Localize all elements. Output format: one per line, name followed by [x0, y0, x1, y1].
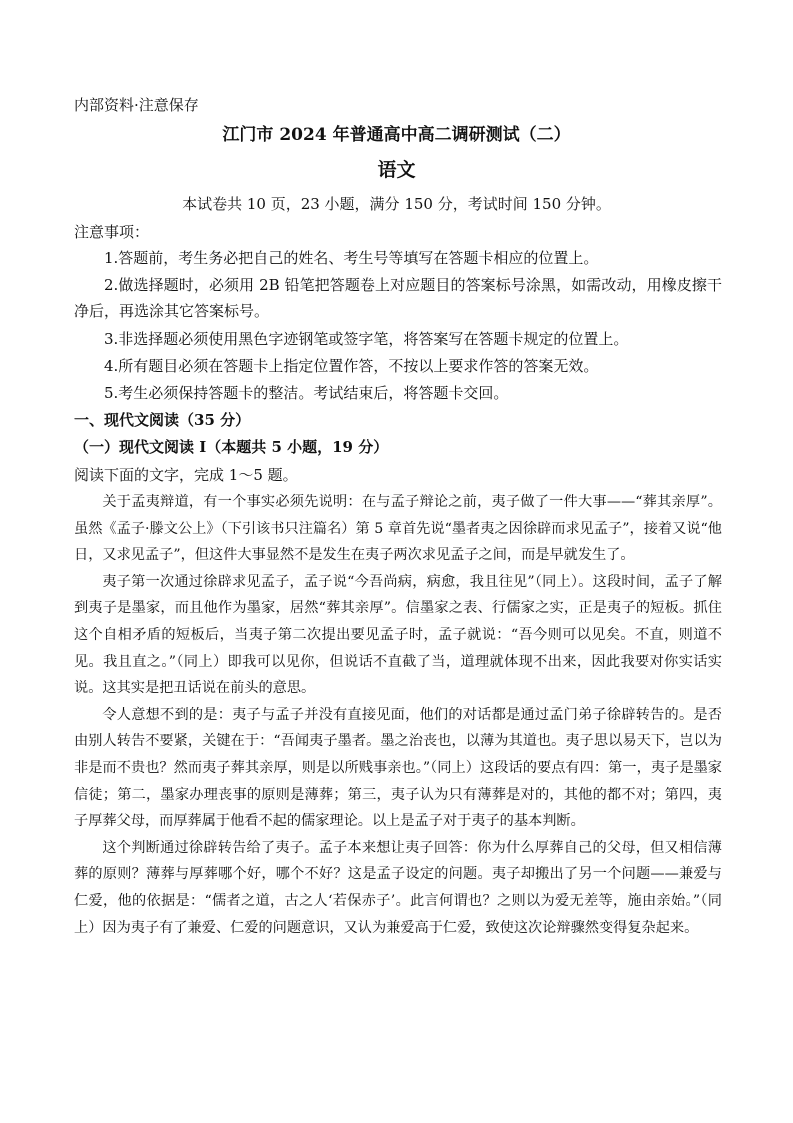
notice-item: 5.考生必须保持答题卡的整洁。考试结束后，将答题卡交回。 — [104, 384, 509, 402]
passage-paragraph: 夷子第一次通过徐辟求见孟子，孟子说“今吾尚病，病愈，我且往见”（同上）。这段时间，孟子了解到夷子是墨家，而且他作为墨家，居然“葬其亲厚”。信墨家之表、行儒家之实，正是夷子的短板。抓住这个自相矛盾的短板后，当夷子第二次提出要见孟子时，孟子就说：“吾今则可以见矣。不直，则道不见。我且直之。”（同上）即我可以见你，但说话不直截了当，道理就体现不出来，因此我要对你实话实说。这其实是把丑话说在前头的意思。 — [74, 573, 722, 697]
notice-heading: 注意事项： — [74, 223, 150, 241]
notice-item: 3.非选择题必须使用黑色字迹钢笔或签字笔，将答案写在答题卡规定的位置上。 — [104, 330, 629, 348]
passage-paragraph: 令人意想不到的是：夷子与孟子并没有直接见面，他们的对话都是通过孟门弟子徐辟转告的。是否由别人转告不要紧，关键在于：“吾闻夷子墨者。墨之治丧也，以薄为其道也。夷子思以易天下，岂以为非是而不贵也？然而夷子葬其亲厚，则是以所贱事亲也。”（同上）这段话的要点有四：第一，夷子是墨家信徒；第二，墨家办理丧事的原则是薄葬；第三，夷子认为只有薄葬是对的，其他的都不对；第四，夷子厚葬父母，而厚葬属于他看不起的儒家理论。以上是孟子对于夷子的基本判断。 — [74, 706, 722, 830]
confidential-label: 内部资料·注意保存 — [74, 96, 199, 114]
reading-instruction: 阅读下面的文字，完成 1～5 题。 — [74, 466, 298, 484]
notice-item: 1.答题前，考生务必把自己的姓名、考生号等填写在答题卡相应的位置上。 — [104, 249, 599, 267]
exam-title: 江门市 2024 年普通高中高二调研测试（二） — [222, 125, 571, 145]
reading-passage — [74, 489, 722, 941]
notice-item: 2.做选择题时，必须用 2B 铅笔把答题卷上对应题目的答案标号涂黑，如需改动，用橡皮擦干净后，再选涂其它答案标号。 — [74, 276, 722, 320]
notice-item: 4.所有题目必须在答题卡上指定位置作答，不按以上要求作答的答案无效。 — [104, 357, 599, 375]
subject-title: 语文 — [377, 159, 416, 181]
passage-paragraph: 这个判断通过徐辟转告给了夷子。孟子本来想让夷子回答：你为什么厚葬自己的父母，但又相信薄葬的原则？薄葬与厚葬哪个好，哪个不好？这是孟子设定的问题。夷子却搬出了另一个问题——兼爱与仁爱，他的依据是：“儒者之道，古之人‘若保赤子’。此言何谓也？之则以为爱无差等，施由亲始。”（同上）因为夷子有了兼爱、仁爱的问题意识，又认为兼爱高于仁爱，致使这次论辩骤然变得复杂起来。 — [74, 839, 722, 936]
exam-info: 本试卷共 10 页，23 小题，满分 150 分，考试时间 150 分钟。 — [182, 195, 611, 213]
section-title: 一、现代文阅读（35 分） — [74, 411, 251, 429]
passage-paragraph: 关于孟夷辩道，有一个事实必须先说明：在与孟子辩论之前，夷子做了一件大事——“葬其亲厚”。虽然《孟子·滕文公上》（下引该书只注篇名）第 5 章首先说“墨者夷之因徐辟而求见孟子”，接着又说“他日，又求见孟子”，但这件大事显然不是发生在夷子两次求见孟子之间，而是早就发生了。 — [74, 494, 722, 564]
section-subtitle: （一）现代文阅读 I（本题共 5 小题，19 分） — [74, 438, 389, 456]
